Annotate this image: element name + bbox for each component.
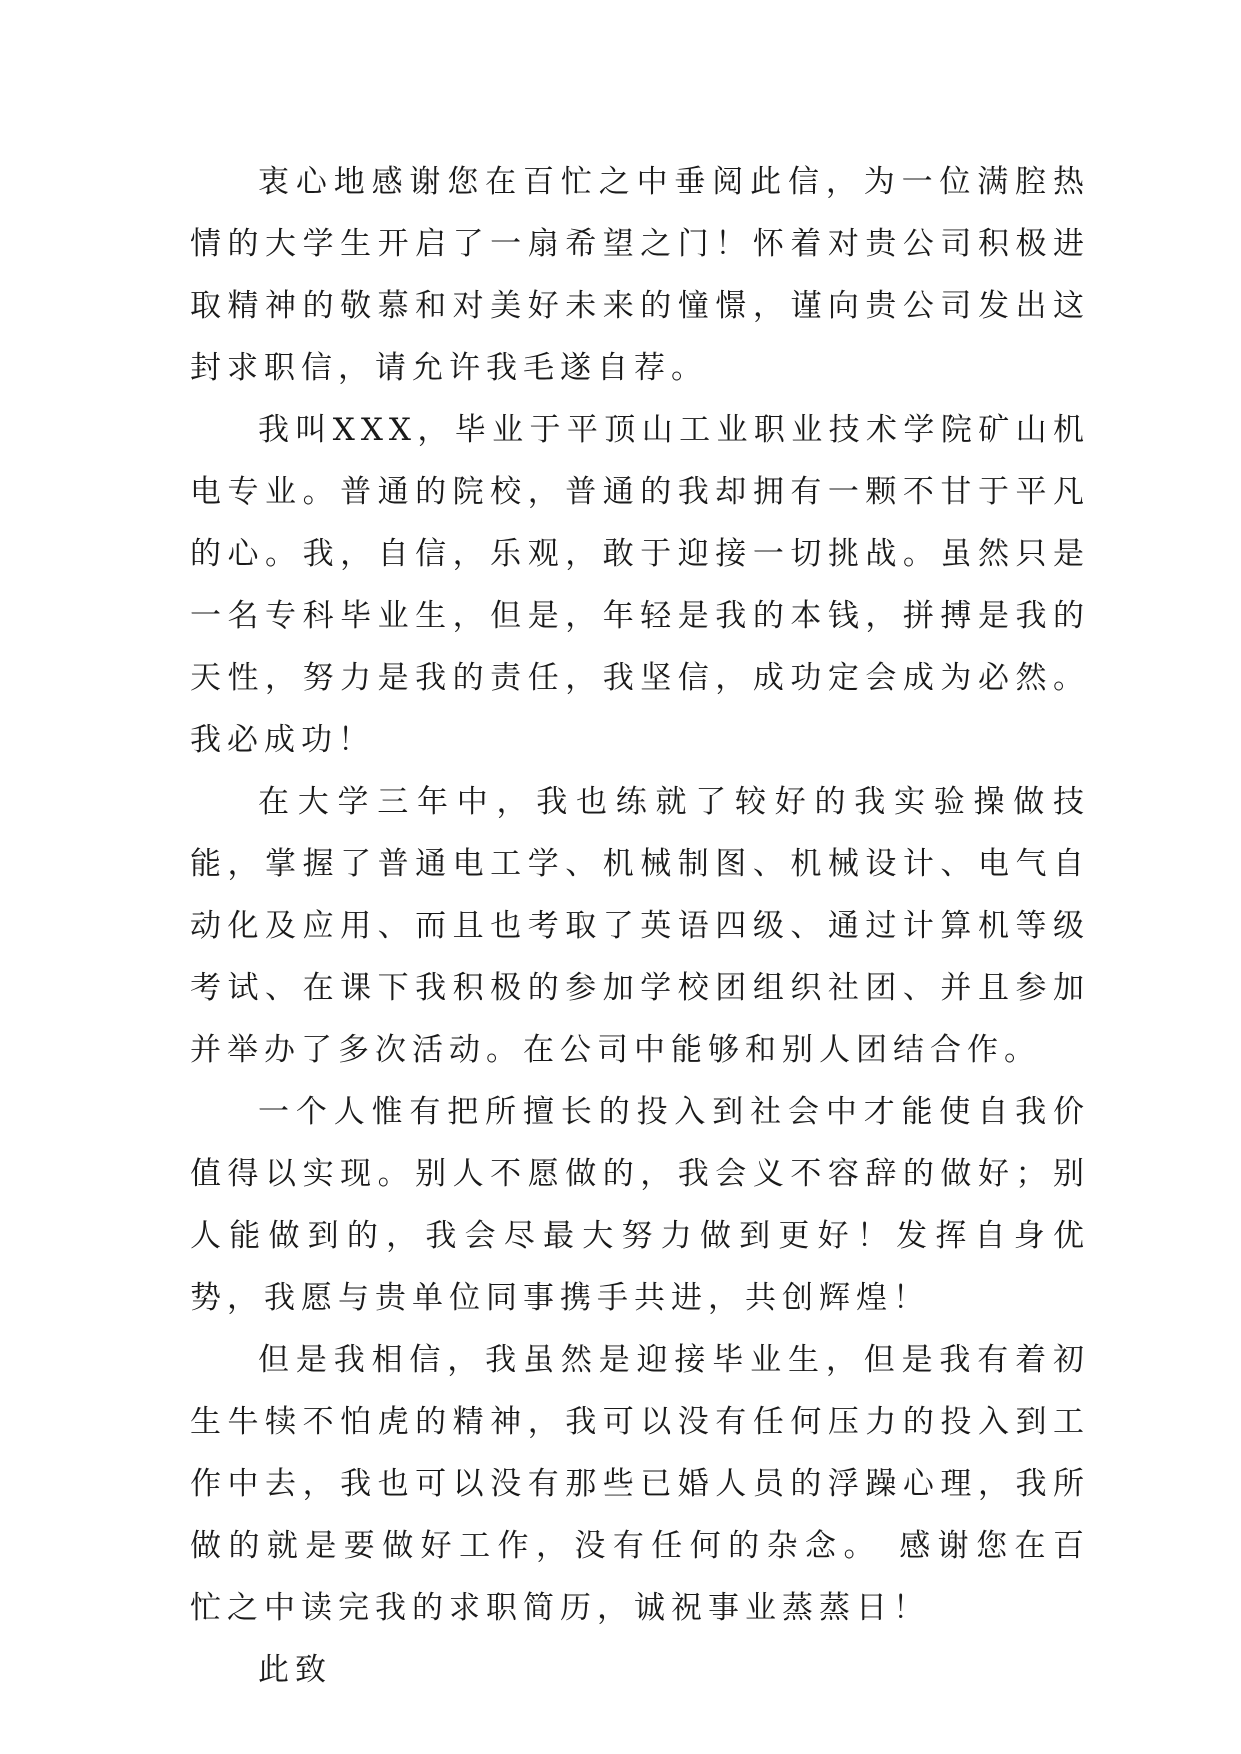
paragraph-conclusion: 但是我相信，我虽然是迎接毕业生，但是我有着初生牛犊不怕虎的精神，我可以没有任何压力的投入到工作中去，我也可以没有那些已婚人员的浮躁心理，我所做的就是要做好工作，没有任何的杂念。 感谢您在百忙之中读完我的求职简历，诚祝事业蒸蒸日！: [190, 1342, 1090, 1626]
letter-body: [190, 151, 1090, 1701]
paragraph-greeting: 衷心地感谢您在百忙之中垂阅此信，为一位满腔热情的大学生开启了一扇希望之门！怀着对贵公司积极进取精神的敬慕和对美好未来的憧憬，谨向贵公司发出这封求职信，请允许我毛遂自荐。: [190, 164, 1090, 386]
closing-salutation: 此致: [258, 1652, 332, 1688]
paragraph-values: 一个人惟有把所擅长的投入到社会中才能使自我价值得以实现。别人不愿做的，我会义不容辞的做好；别人能做到的，我会尽最大努力做到更好！发挥自身优势，我愿与贵单位同事携手共进，共创辉煌！: [190, 1094, 1090, 1316]
paragraph-skills: 在大学三年中，我也练就了较好的我实验操做技能，掌握了普通电工学、机械制图、机械设计、电气自动化及应用、而且也考取了英语四级、通过计算机等级考试、在课下我积极的参加学校团组织社团、并且参加并举办了多次活动。在公司中能够和别人团结合作。: [190, 784, 1090, 1068]
paragraph-introduction: 我叫XXX，毕业于平顶山工业职业技术学院矿山机电专业。普通的院校，普通的我却拥有一颗不甘于平凡的心。我，自信，乐观，敢于迎接一切挑战。虽然只是一名专科毕业生，但是，年轻是我的本钱，拼搏是我的天性，努力是我的责任，我坚信，成功定会成为必然。我必成功！: [190, 412, 1090, 758]
